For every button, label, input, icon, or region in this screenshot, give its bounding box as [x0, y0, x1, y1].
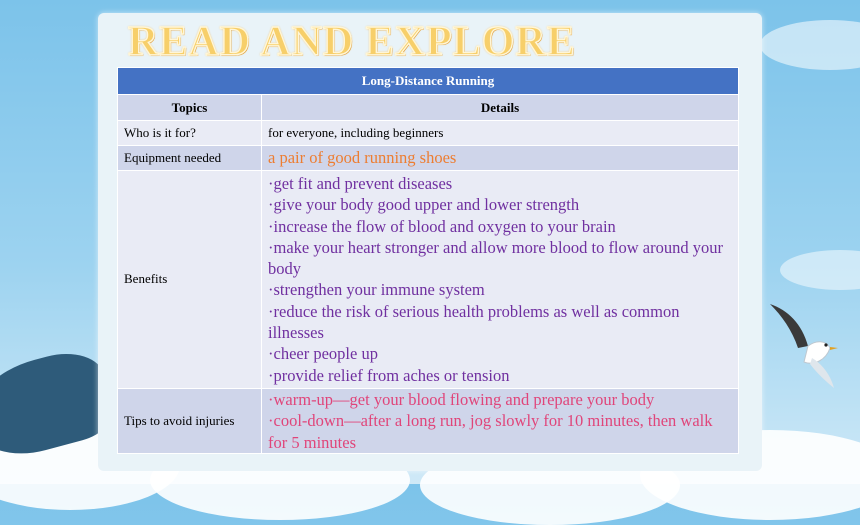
slide-heading: READ AND EXPLORE: [128, 19, 576, 65]
table-row: [118, 121, 739, 146]
detail-line: ·warm-up—get your blood flowing and prepare your body: [268, 389, 655, 409]
header-topics: Topics: [118, 95, 262, 121]
topic-cell: Equipment needed: [118, 146, 262, 171]
detail-line: ·cool-down—after a long run, jog slowly for 10 minutes, then walk for 5 minutes: [268, 411, 713, 452]
table-row: [118, 146, 739, 171]
detail-line: ·get fit and prevent diseases: [268, 174, 453, 193]
table-row: [118, 388, 739, 453]
detail-line: ·give your body good upper and lower strength: [268, 195, 580, 215]
details-cell: [262, 388, 739, 453]
detail-line: ·reduce the risk of serious health problems as well as common illnesses: [268, 301, 680, 343]
detail-line: ·increase the flow of blood and oxygen to your brain: [268, 216, 616, 236]
detail-line: ·provide relief from aches or tension: [268, 365, 510, 385]
detail-line: a pair of good running shoes: [268, 148, 457, 167]
running-table: [117, 67, 739, 454]
background-cloud: [760, 20, 860, 70]
details-cell: [262, 146, 739, 171]
table-header-row: [118, 95, 739, 121]
detail-line: ·cheer people up: [268, 344, 378, 364]
details-cell: for everyone, including beginners: [262, 121, 739, 146]
header-details: Details: [262, 95, 739, 121]
background-cloud: [780, 250, 860, 290]
seagull-illustration: [768, 300, 848, 390]
topic-cell: Tips to avoid injuries: [118, 388, 262, 453]
detail-line: ·strengthen your immune system: [268, 280, 485, 300]
benefits-list: [268, 171, 732, 388]
table-row: [118, 171, 739, 389]
detail-line: ·make your heart stronger and allow more blood to flow around your body: [268, 237, 723, 279]
tips-list: [268, 389, 732, 453]
table-title-row: [118, 68, 739, 95]
topic-cell: Benefits: [118, 171, 262, 389]
details-cell: [262, 171, 739, 389]
topic-cell: Who is it for?: [118, 121, 262, 146]
table-title: Long-Distance Running: [118, 68, 739, 95]
